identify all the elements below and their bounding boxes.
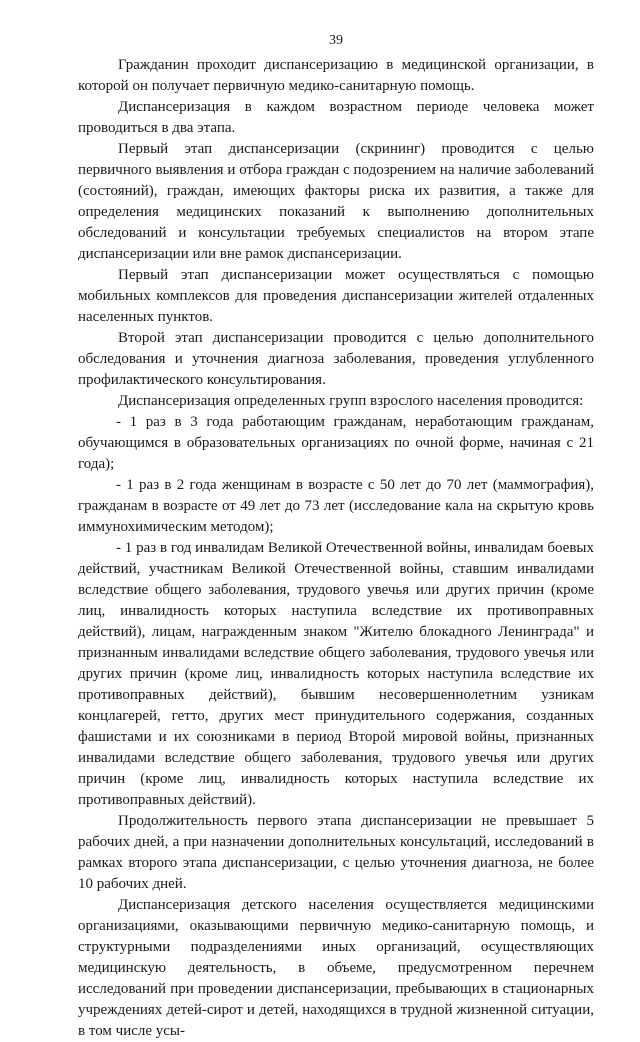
paragraph-2: Диспансеризация в каждом возрастном периоде человека может проводиться в два этапа.: [78, 99, 594, 136]
page-number: 39: [329, 33, 343, 48]
paragraph-5: Второй этап диспансеризации проводится с целью дополнительного обследования и уточнения диагноза заболевания, проведения углубленного профилактического консультирования.: [78, 330, 594, 388]
paragraph-8: Диспансеризация детского населения осуществляется медицинскими организациями, оказывающими первичную медико-санитарную помощь, и структурными подразделениями иных организаций, осуществляющих медицинскую деятельность, в объеме, предусмотренном перечнем исследований при проведении диспансеризации, пребывающих в стационарных учреждениях детей-сирот и детей, находящихся в трудной жизненной ситуации, в том числе усы-: [78, 897, 594, 1039]
paragraph-6: Диспансеризация определенных групп взрослого населения проводится:: [118, 393, 584, 409]
paragraph-7: Продолжительность первого этапа диспансеризации не превышает 5 рабочих дней, а при назначении дополнительных консультаций, исследований в рамках второго этапа диспансеризации, с целью уточнения диагноза, не более 10 рабочих дней.: [78, 813, 594, 892]
list-item-2: - 1 раз в 2 года женщинам в возрасте с 50 лет до 70 лет (маммография), гражданам в возрасте от 49 лет до 73 лет (исследование кала на скрытую кровь иммунохимическим методом);: [78, 477, 594, 535]
document-page: [78, 30, 594, 1042]
paragraph-4: Первый этап диспансеризации может осуществляться с помощью мобильных комплексов для проведения диспансеризации жителей отдаленных населенных пунктов.: [78, 267, 594, 325]
paragraph-3: Первый этап диспансеризации (скрининг) проводится с целью первичного выявления и отбора граждан с подозрением на наличие заболеваний (состояний), граждан, имеющих факторы риска их развития, а также для определения медицинских показаний к выполнению дополнительных обследований и консультации требуемых специалистов на втором этапе диспансеризации или вне рамок диспансеризации.: [78, 141, 594, 262]
list-item-3: - 1 раз в год инвалидам Великой Отечественной войны, инвалидам боевых действий, участникам Великой Отечественной войны, ставшим инвалидами вследствие общего заболевания, трудового увечья или других причин (кроме лиц, инвалидность которых наступила вследствие их противоправных действий), лицам, награжденным знаком "Жителю блокадного Ленинграда" и признанным инвалидами вследствие общего заболевания, трудового увечья или других причин (кроме лиц, инвалидность которых наступила вследствие их противоправных действий), бывшим несовершеннолетним узникам концлагерей, гетто, других мест принудительного содержания, созданных фашистами и их союзниками в период Второй мировой войны, признанных инвалидами вследствие общего заболевания, трудового увечья или других причин (кроме лиц, инвалидность которых наступила вследствие их противоправных действий).: [78, 540, 594, 808]
list-item-1: - 1 раз в 3 года работающим гражданам, неработающим гражданам, обучающимся в образовательных организациях по очной форме, начиная с 21 года);: [78, 414, 594, 472]
paragraph-1: Гражданин проходит диспансеризацию в медицинской организации, в которой он получает первичную медико-санитарную помощь.: [78, 57, 594, 94]
